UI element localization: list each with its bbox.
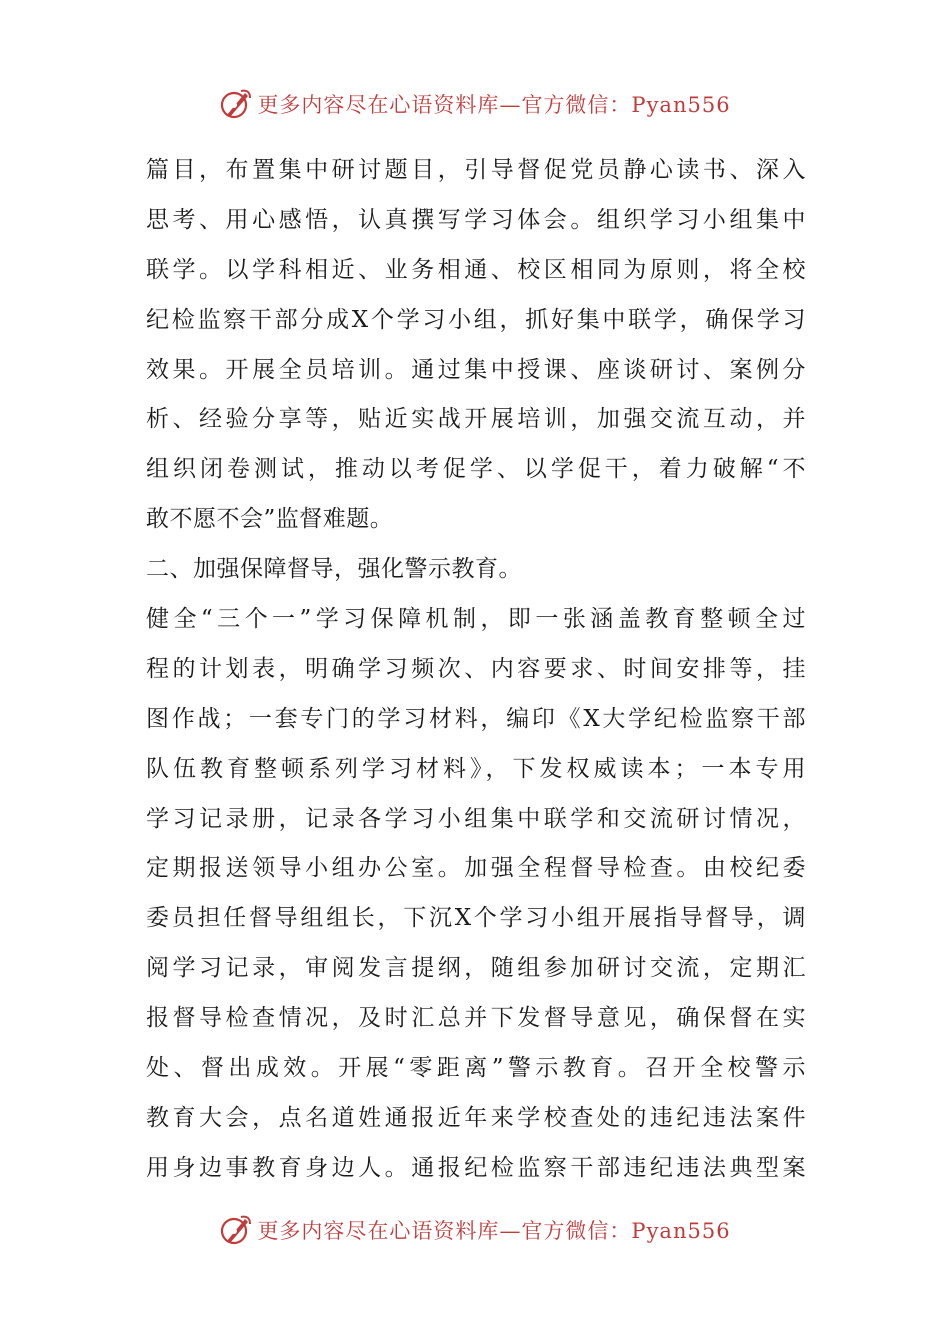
quill-logo-icon bbox=[219, 87, 253, 121]
body-line: 用身边事教育身边人。通报纪检监察干部违纪违法典型案 bbox=[146, 1154, 806, 1181]
body-line: 图作战；一套专门的学习材料，编印《X大学纪检监察干部 bbox=[146, 705, 806, 732]
section-heading: 二、加强保障督导，强化警示教育。 bbox=[146, 556, 522, 583]
body-line: 联学。以学科相近、业务相通、校区相同为原则，将全校 bbox=[146, 256, 806, 283]
header-banner bbox=[0, 84, 950, 124]
body-line: 效果。开展全员培训。通过集中授课、座谈研讨、案例分 bbox=[146, 356, 806, 383]
body-line: 报督导检查情况，及时汇总并下发督导意见，确保督在实 bbox=[146, 1005, 806, 1032]
body-line: 析、经验分享等，贴近实战开展培训，加强交流互动，并 bbox=[146, 406, 806, 433]
body-line: 敢不愿不会”监督难题。 bbox=[146, 506, 394, 533]
body-line: 阅学习记录，审阅发言提纲，随组参加研讨交流，定期汇 bbox=[146, 955, 806, 982]
body-line: 篇目，布置集中研讨题目，引导督促党员静心读书、深入 bbox=[146, 157, 806, 183]
body-line: 思考、用心感悟，认真撰写学习体会。组织学习小组集中 bbox=[146, 206, 806, 233]
body-line: 教育大会，点名道姓通报近年来学校查处的违纪违法案件 bbox=[146, 1104, 806, 1131]
body-line: 定期报送领导小组办公室。加强全程督导检查。由校纪委 bbox=[146, 855, 806, 882]
body-line: 健全“三个一”学习保障机制，即一张涵盖教育整顿全过 bbox=[146, 606, 806, 633]
body-line: 委员担任督导组组长，下沉X个学习小组开展指导督导，调 bbox=[146, 905, 806, 932]
banner-site-text: 更多内容尽在心语资料库 bbox=[257, 1219, 500, 1243]
banner-wechat-text: —官方微信：Pyan556 bbox=[499, 93, 731, 117]
body-line: 组织闭卷测试，推动以考促学、以学促干，着力破解“不 bbox=[146, 456, 806, 483]
body-line: 学习记录册，记录各学习小组集中联学和交流研讨情况， bbox=[146, 805, 806, 832]
banner-wechat-text: —官方微信：Pyan556 bbox=[499, 1219, 731, 1243]
body-line: 队伍教育整顿系列学习材料》，下发权威读本；一本专用 bbox=[146, 755, 806, 782]
body-line: 处、督出成效。开展“零距离”警示教育。召开全校警示 bbox=[146, 1055, 806, 1082]
quill-logo-icon bbox=[219, 1213, 253, 1247]
body-line: 纪检监察干部分成X个学习小组，抓好集中联学，确保学习 bbox=[146, 306, 806, 333]
footer-banner bbox=[0, 1210, 950, 1250]
body-line: 程的计划表，明确学习频次、内容要求、时间安排等，挂 bbox=[146, 655, 806, 682]
banner-site-text: 更多内容尽在心语资料库 bbox=[257, 93, 500, 117]
document-body bbox=[146, 146, 806, 1194]
